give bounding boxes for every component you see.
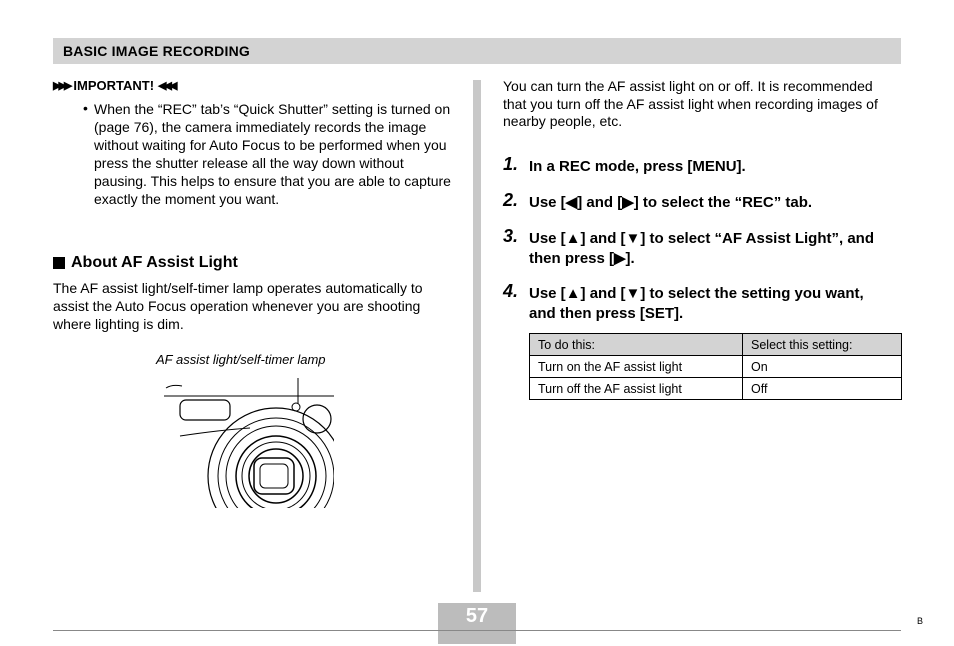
bullet-icon: •	[83, 100, 88, 116]
camera-illustration	[160, 378, 340, 510]
settings-table	[529, 333, 902, 400]
step-number: 3.	[503, 226, 519, 246]
page-number: 57	[438, 603, 516, 630]
section-body: The AF assist light/self-timer lamp operates automatically to assist the Auto Focus operation whenever you are shooting where lighting is dim.	[53, 280, 423, 332]
footer-code: B	[917, 616, 924, 626]
section-title: About AF Assist Light	[71, 254, 238, 271]
table-cell: Turn on the AF assist light	[530, 356, 743, 378]
left-arrows-icon: ◀◀◀	[158, 80, 175, 92]
intro-text: You can turn the AF assist light on or off. It is recommended that you turn off the AF assist light when recording images of nearby people, etc.	[503, 78, 878, 129]
step-number: 4.	[503, 281, 519, 301]
table-row	[530, 378, 902, 400]
table-header-cell: Select this setting:	[743, 334, 902, 356]
step-text: Use [▲] and [▼] to select the setting you want, and then press [SET].	[529, 285, 864, 322]
header-bar	[53, 38, 901, 64]
step-number: 2.	[503, 190, 519, 210]
section-heading	[53, 254, 238, 272]
step-text: Use [▲] and [▼] to select “AF Assist Light”, and then press [▶].	[529, 230, 874, 267]
table-row	[530, 356, 902, 378]
section-header-title: BASIC IMAGE RECORDING	[63, 43, 250, 59]
page-number-tab	[438, 631, 516, 644]
figure-caption: AF assist light/self-timer lamp	[156, 352, 326, 367]
important-label	[53, 78, 174, 93]
step-number: 1.	[503, 154, 519, 174]
step-text: In a REC mode, press [MENU].	[529, 158, 746, 175]
table-header-row	[530, 334, 902, 356]
table-cell: On	[743, 356, 902, 378]
square-bullet-icon	[53, 257, 65, 269]
important-note: When the “REC” tab’s “Quick Shutter” setting is turned on (page 76), the camera immediately records the image without waiting for Auto Focus to be performed when you press the shutter release all the way down without pausing. This helps to ensure that you are able to capture exactly the moment you want.	[94, 101, 451, 207]
right-arrows-icon: ▶▶▶	[53, 80, 70, 92]
table-cell: Turn off the AF assist light	[530, 378, 743, 400]
column-divider	[473, 80, 481, 592]
step-text: Use [◀] and [▶] to select the “REC” tab.	[529, 194, 813, 211]
table-cell: Off	[743, 378, 902, 400]
important-text: IMPORTANT!	[73, 78, 155, 93]
table-header-cell: To do this:	[530, 334, 743, 356]
